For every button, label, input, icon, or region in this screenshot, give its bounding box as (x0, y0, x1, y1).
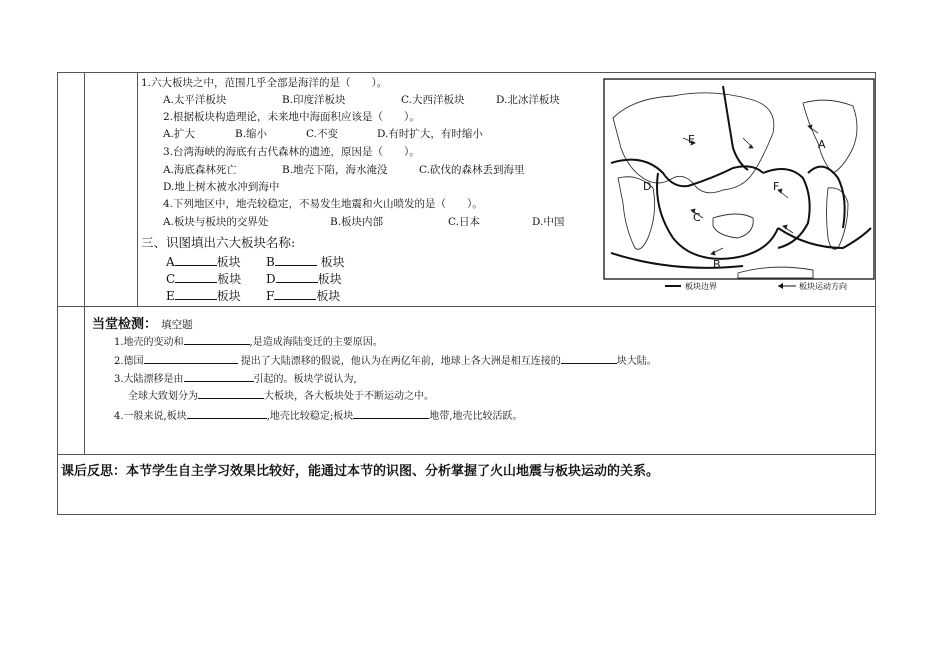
q1-option-a[interactable]: A.太平洋板块 (163, 94, 227, 106)
blank-f[interactable] (274, 288, 316, 300)
table-left-border (57, 72, 58, 515)
table-right-border (875, 72, 876, 515)
plate-fill-row-1b: B 板块 (266, 255, 345, 269)
blank-e[interactable] (175, 288, 217, 300)
check-blank-4[interactable] (184, 370, 254, 382)
plate-fill-row-3b: F 板块 (266, 289, 341, 303)
question-2: 2.根据板块构造理论，未来地中海面积应该是（ ）。 (163, 111, 420, 123)
q4-option-b[interactable]: B.板块内部 (330, 216, 384, 228)
section-divider (57, 306, 876, 307)
q2-option-d[interactable]: D.有时扩大，有时缩小 (377, 128, 483, 140)
q1-option-b[interactable]: B.印度洋板块 (282, 94, 346, 106)
reflection-divider (57, 454, 876, 455)
q1-option-c[interactable]: C.大西洋板块 (401, 94, 465, 106)
column-divider-1 (84, 72, 85, 455)
q2-option-a[interactable]: A.扩大 (163, 128, 195, 140)
check-item-2: 2.德国 提出了大陆漂移的假说，他认为在两亿年前，地球上各大洲是相互连接的 块大陆。 (114, 352, 657, 369)
q4-option-c[interactable]: C.日本 (448, 216, 480, 228)
plate-map (603, 78, 875, 294)
q3-option-d[interactable]: D.地上树木被水冲到海中 (163, 181, 280, 193)
q3-option-a[interactable]: A.海底森林死亡 (163, 164, 237, 176)
plate-fill-row-2b: D 板块 (266, 272, 342, 286)
q4-option-a[interactable]: A.板块与板块的交界处 (163, 216, 269, 228)
question-3: 3.台湾海峡的海底有古代森林的遗迹，原因是（ ）。 (163, 146, 420, 158)
section3-title: 三、识图填出六大板块名称: (141, 235, 296, 250)
q3-option-b[interactable]: B.地壳下陷，海水淹没 (282, 164, 388, 176)
map-label-e: E (688, 133, 695, 146)
check-blank-2[interactable] (144, 352, 238, 364)
reflection-text: 课后反思：本节学生自主学习效果比较好，能通过本节的识图、分析掌握了火山地震与板块运动的关系。 (61, 464, 660, 479)
column-divider-2 (137, 72, 138, 306)
check-item-3: 3.大陆漂移是由 引起的。板块学说认为, (114, 370, 357, 387)
legend-direction: 板块运动方向 (799, 282, 847, 291)
map-label-d: D (643, 180, 652, 193)
map-label-c: C (693, 211, 701, 224)
q4-option-d[interactable]: D.中国 (532, 216, 565, 228)
q3-option-c[interactable]: C.砍伐的森林丢到海里 (419, 164, 525, 176)
check-blank-6[interactable] (187, 407, 267, 419)
map-label-b: B (713, 258, 721, 271)
q2-option-c[interactable]: C.不变 (306, 128, 338, 140)
check-subtitle: 填空题 (161, 319, 193, 331)
blank-d[interactable] (276, 271, 318, 283)
check-item-4: 4.一般来说,板块 ,地壳比较稳定;板块 地带,地壳比较活跃。 (114, 407, 522, 424)
plate-fill-row-1: A 板块 (166, 255, 241, 269)
blank-c[interactable] (175, 271, 217, 283)
check-item-3b: 全球大致划分为 大板块，各大板块处于不断运动之中。 (128, 387, 434, 404)
plate-fill-row-3: E 板块 (166, 289, 241, 303)
table-top-border (57, 72, 876, 73)
q1-option-d[interactable]: D.北冰洋板块 (496, 94, 560, 106)
question-4: 4.下列地区中，地壳较稳定，不易发生地震和火山喷发的是（ ）。 (163, 198, 483, 210)
check-blank-7[interactable] (353, 407, 429, 419)
check-heading (92, 313, 193, 332)
check-blank-1[interactable] (184, 333, 250, 345)
check-item-1: 1.地壳的变动和 ,是造成海陆变迁的主要原因。 (114, 333, 383, 350)
blank-b[interactable] (275, 254, 317, 266)
check-title: 当堂检测： (92, 317, 158, 332)
map-label-f: F (773, 180, 780, 193)
question-1: 1.六大板块之中，范围几乎全部是海洋的是（ ）。 (141, 77, 388, 89)
q2-option-b[interactable]: B.缩小 (235, 128, 268, 140)
check-blank-3[interactable] (561, 352, 617, 364)
map-label-a: A (818, 138, 826, 151)
legend-boundary: 板块边界 (685, 282, 717, 291)
check-blank-5[interactable] (198, 387, 264, 399)
blank-a[interactable] (175, 254, 217, 266)
table-bottom-border (57, 514, 876, 515)
plate-fill-row-2: C 板块 (166, 272, 242, 286)
